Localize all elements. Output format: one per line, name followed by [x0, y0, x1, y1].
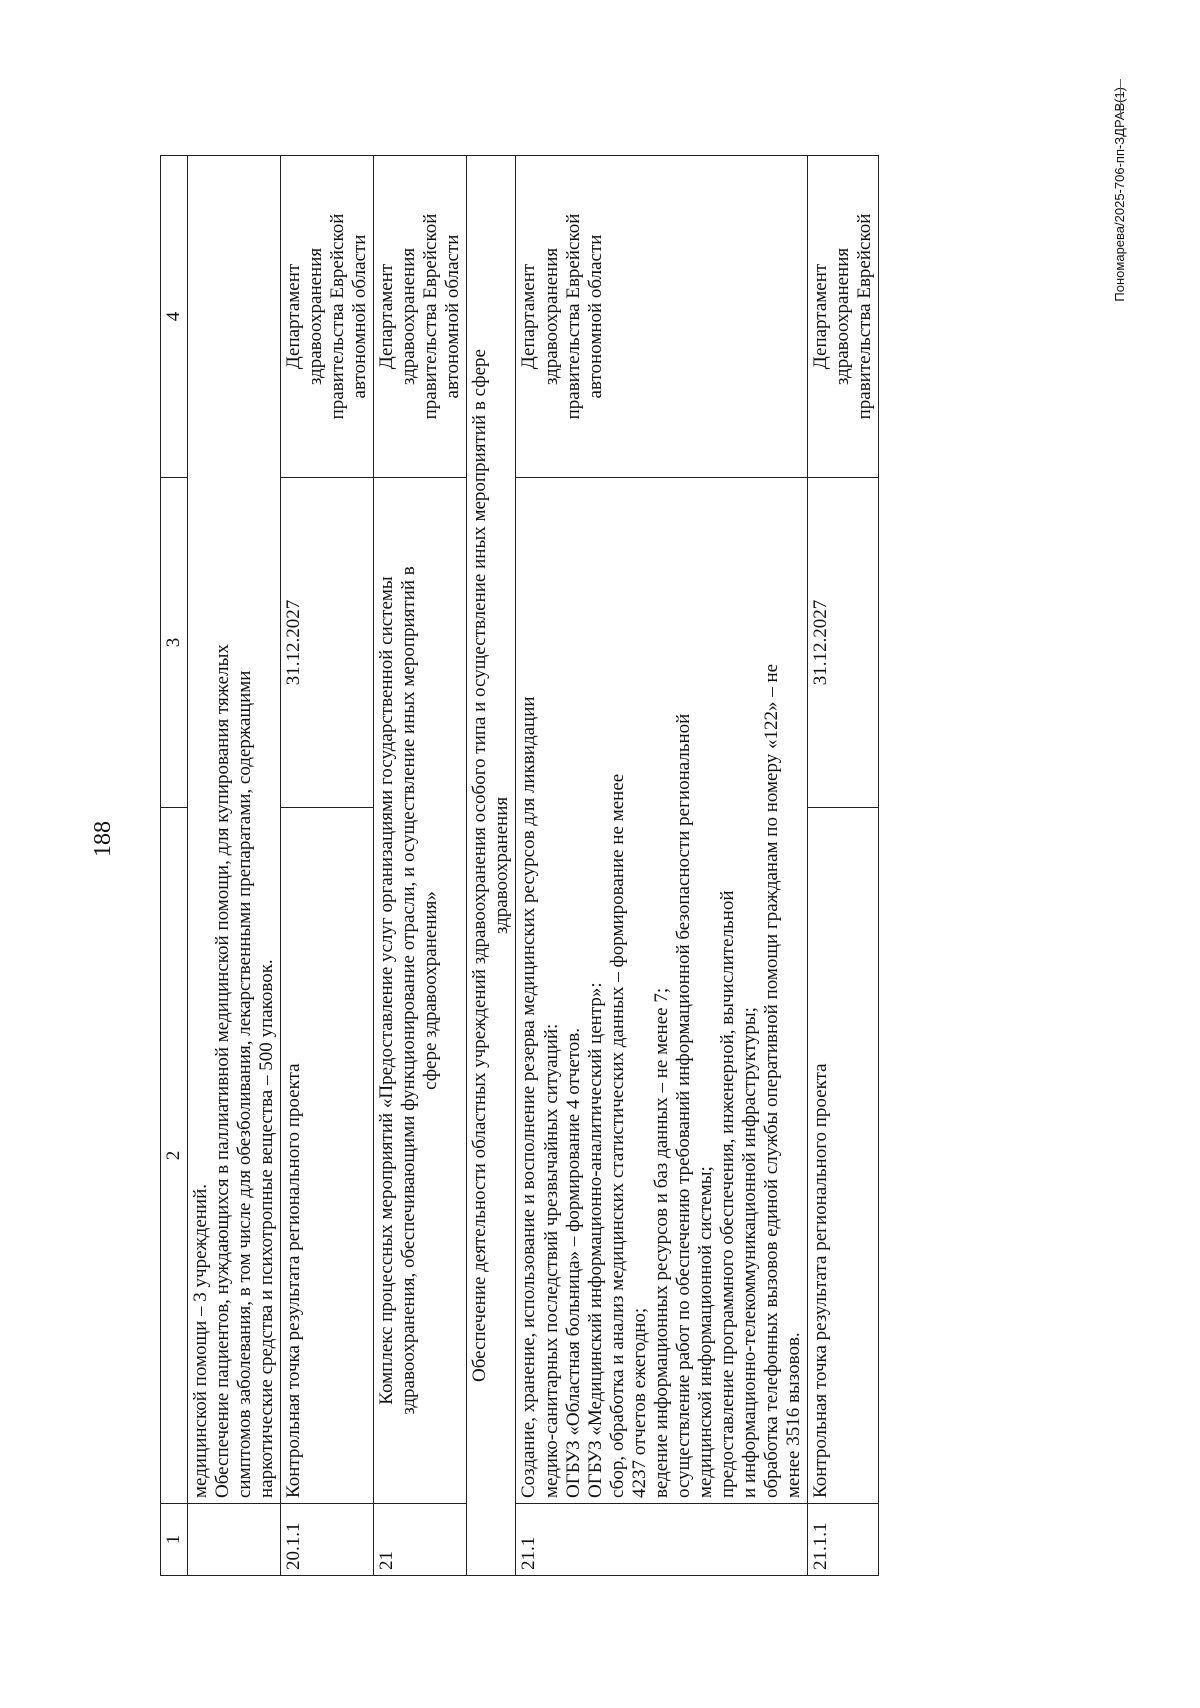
table-row [516, 156, 807, 1576]
text-line: ОГБУЗ «Медицинский информационно-аналитический центр»: [584, 982, 606, 1498]
rotated-document-page [90, 69, 1130, 1609]
text-line: сбор, обработка и анализ медицинских статистических данных – формирование не менее [606, 773, 628, 1498]
dept-line: Департамент [518, 263, 540, 370]
text-line: 4237 отчетов ежегодно; [628, 1307, 650, 1498]
text-line: ОГБУЗ «Областная больница» – формирование 4 отчетов. [562, 1027, 584, 1498]
header-col-4: 4 [161, 156, 188, 478]
section-heading [467, 156, 516, 1576]
dept-line: автономной области [584, 234, 606, 399]
text-line: наркотические средства и психотропные вещества – 500 упаковок. [256, 959, 278, 1498]
text-line: Обеспечение деятельности областных учреждений здравоохранения особого типа и осуществление иных мероприятий в сфере [469, 349, 491, 1382]
text-line: обработка телефонных вызовов единой службы оперативной помощи гражданам по номеру «122» – не [760, 663, 782, 1498]
text-line: симптомов заболевания, в том числе для обезболивания, лекарственными препаратами, содержащими [234, 670, 256, 1498]
measures-table [160, 155, 879, 1576]
dept-line: правительства Еврейской [420, 213, 442, 420]
text-line: и информационно-телекоммуникационной инфраструктуры; [738, 1007, 760, 1498]
row-number: 21.1.1 [807, 1504, 878, 1576]
row-description [516, 478, 807, 1504]
dept-line: Департамент [376, 263, 398, 370]
row-number: 21 [374, 1504, 467, 1576]
text-line: менее 3516 вызовов. [782, 1332, 804, 1498]
dept-line: автономной области [442, 234, 464, 399]
table-row [188, 156, 281, 1576]
row-number: 21.1 [516, 1504, 807, 1576]
text-line: Создание, хранение, использование и восполнение резерва медицинских ресурсов для ликвидации [518, 696, 540, 1498]
table-row [374, 156, 467, 1576]
row-responsible [374, 156, 467, 478]
text-line: Обеспечение пациентов, нуждающихся в паллиативной медицинской помощи, для купирования тяжелых [212, 644, 234, 1498]
text-line: ведение информационных ресурсов и баз данных – не менее 7; [650, 987, 672, 1498]
row-description: Контрольная точка результата регионального проекта [807, 808, 878, 1504]
row-responsible [516, 156, 807, 478]
table-row [281, 156, 374, 1576]
dept-line: правительства Еврейской [562, 213, 584, 420]
row-responsible [807, 156, 878, 478]
margin-mark [1120, 79, 1121, 119]
row-date: 31.12.2027 [281, 478, 374, 808]
table-row [807, 156, 878, 1576]
dept-line: здравоохранения [540, 247, 562, 386]
table-header-row [161, 156, 188, 1576]
header-col-1: 1 [161, 1504, 188, 1576]
row-date: 31.12.2027 [807, 478, 878, 808]
dept-line: правительства Еврейской [853, 213, 875, 420]
text-line: Комплекс процессных мероприятий «Предоставление услуг организациями государственной системы [376, 576, 398, 1405]
text-line: медико-санитарных последствий чрезвычайных ситуаций: [540, 1023, 562, 1498]
text-line: осуществление работ по обеспечению требований информационной безопасности региональной [672, 713, 694, 1498]
header-col-3: 3 [161, 478, 188, 808]
row-description: Контрольная точка результата регионального проекта [281, 808, 374, 1504]
text-line: предоставление программного обеспечения, инженерной, вычислительной [716, 890, 738, 1498]
text-line: медицинской помощи – 3 учреждений. [190, 1183, 212, 1498]
dept-line: здравоохранения [305, 247, 327, 386]
row-responsible [281, 156, 374, 478]
dept-line: Департамент [283, 263, 305, 370]
row-number: 20.1.1 [281, 1504, 374, 1576]
row-description [188, 156, 281, 1504]
row-description [374, 478, 467, 1504]
section-row [467, 156, 516, 1576]
dept-line: Департамент [809, 263, 831, 370]
dept-line: автономной области [349, 234, 371, 399]
page-number: 188 [90, 821, 116, 857]
document-stamp: Пономарева/2025-706-пп-ЗДРАВ(1) [1112, 87, 1127, 302]
header-col-2: 2 [161, 808, 188, 1504]
dept-line: здравоохранения [831, 247, 853, 386]
text-line: медицинской информационной системы; [694, 1166, 716, 1498]
text-line: сфере здравоохранения» [420, 891, 442, 1090]
dept-line: правительства Еврейской [327, 213, 349, 420]
row-number [188, 1504, 281, 1576]
text-line: здравоохранения [491, 796, 513, 935]
dept-line: здравоохранения [398, 247, 420, 386]
text-line: здравоохранения, обеспечивающими функционирование отрасли, и осуществление иных мероприятий в [398, 566, 420, 1415]
